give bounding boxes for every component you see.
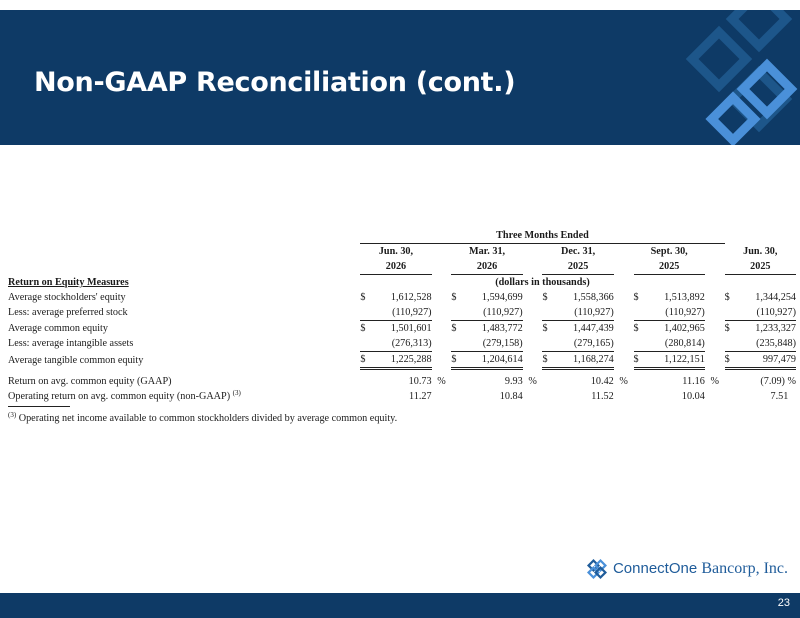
period-header: Three Months Ended [360,228,724,244]
logo-text: ConnectOne Bancorp, Inc. [612,560,788,577]
col-header-year: 2025 [634,259,705,275]
currency-symbol: $ [542,292,548,303]
col-header-month: Sept. 30, [650,246,688,257]
cell-value: (110,927) [370,305,432,321]
cell-value: 1,402,965 [664,323,705,334]
cell-value: 1,483,772 [481,323,523,334]
col-header-year: 2025 [542,259,613,275]
row-label: Average tangible common equity [8,354,144,366]
currency-symbol: $ [725,352,735,369]
table-row [8,305,796,321]
percent-sign: % [787,376,796,387]
cell-value: (235,848) [734,336,796,352]
cell-value: (279,165) [552,336,614,352]
currency-symbol: $ [724,323,730,334]
reconciliation-table-area [8,228,796,404]
table-row [8,336,796,352]
cell-value: 1,344,254 [755,292,796,303]
cell-value: (110,927) [552,305,614,321]
table-row [8,290,796,305]
units-note: (dollars in thousands) [495,277,590,288]
row-label: Operating return on avg. common equity (non-GAAP) $^{(3)}$ [8,389,241,402]
table-row [8,374,796,389]
cell-value: (110,927) [643,305,705,321]
footnote-text: Operating net income available to common stockholders divided by average common equity. [18,413,398,424]
page-number: 23 [777,597,790,609]
cell-value: 1,168,274 [552,352,614,369]
currency-symbol: $ [360,352,370,369]
cell-value: 10.04 [681,391,705,402]
row-label: Less: average preferred stock [8,307,128,319]
currency-symbol: $ [542,352,552,369]
reconciliation-table [8,228,796,404]
col-header-year: 2026 [360,259,431,275]
currency-symbol: $ [724,292,730,303]
company-logo [586,558,788,580]
cell-value: 1,204,614 [461,352,523,369]
cell-value: (279,158) [461,336,523,352]
row-label: Less: average intangible assets [8,338,134,350]
currency-symbol: $ [633,292,639,303]
percent-sign: % [710,376,719,387]
cell-value: 7.51 [770,391,789,402]
percent-sign: % [528,376,537,387]
cell-value: 1,233,327 [755,323,796,334]
footnote-ref: (3) [232,389,241,397]
table-row [8,321,796,337]
cell-value: 11.52 [591,391,614,402]
cell-value: 1,612,528 [390,292,432,303]
percent-sign: % [437,376,446,387]
currency-symbol: $ [360,292,366,303]
cell-value: (280,814) [643,336,705,352]
row-label: Average common equity [8,322,108,334]
currency-symbol: $ [451,323,457,334]
footnote-divider [8,406,70,407]
section-title: Return on Equity Measures [8,276,129,288]
currency-symbol: $ [542,323,548,334]
cell-value: 1,122,151 [643,352,705,369]
col-header-month: Jun. 30, [743,245,778,257]
currency-symbol: $ [633,323,639,334]
cell-value: 1,594,699 [481,292,523,303]
cell-value: 1,225,288 [370,352,432,369]
percent-sign: % [619,376,628,387]
row-label: Average stockholders' equity [8,292,126,303]
cell-value: (110,927) [734,305,796,321]
col-header-month: Jun. 30, [378,246,414,257]
cell-value: 11.27 [409,391,432,402]
row-label: Return on avg. common equity (GAAP) [8,376,172,387]
cell-value: 9.93 [504,376,523,387]
cell-value: 1,447,439 [573,323,614,334]
footnote [8,413,397,424]
currency-symbol: $ [360,323,366,334]
cell-value: 1,513,892 [664,292,705,303]
cell-value: 10.42 [590,376,614,387]
currency-symbol: $ [634,352,644,369]
currency-symbol: $ [451,292,457,303]
cell-value: 997,479 [734,352,796,369]
cell-value: (276,313) [370,336,432,352]
col-header-month: Dec. 31, [560,246,596,257]
diamond-pattern-graphic [670,10,800,145]
cell-value: 1,558,366 [573,292,614,303]
table-row [8,352,796,369]
cell-value: (7.09) % [760,376,796,387]
table-row [8,389,796,404]
footer-bar [0,593,800,618]
cell-value: (110,927) [461,305,523,321]
cell-value: 10.73 [408,376,432,387]
col-header-year: 2025 [725,259,796,275]
cell-value: 1,501,601 [390,323,432,334]
footnote-marker: (3) [8,411,17,419]
header-banner [0,10,800,145]
col-header-month: Mar. 31, [468,246,506,257]
col-header-year: 2026 [451,259,522,275]
cell-value: 11.16 [682,376,705,387]
logo-diamond-icon [586,558,608,580]
cell-value: 10.84 [499,391,523,402]
currency-symbol: $ [451,352,461,369]
page-title: Non-GAAP Reconciliation (cont.) [34,67,516,98]
